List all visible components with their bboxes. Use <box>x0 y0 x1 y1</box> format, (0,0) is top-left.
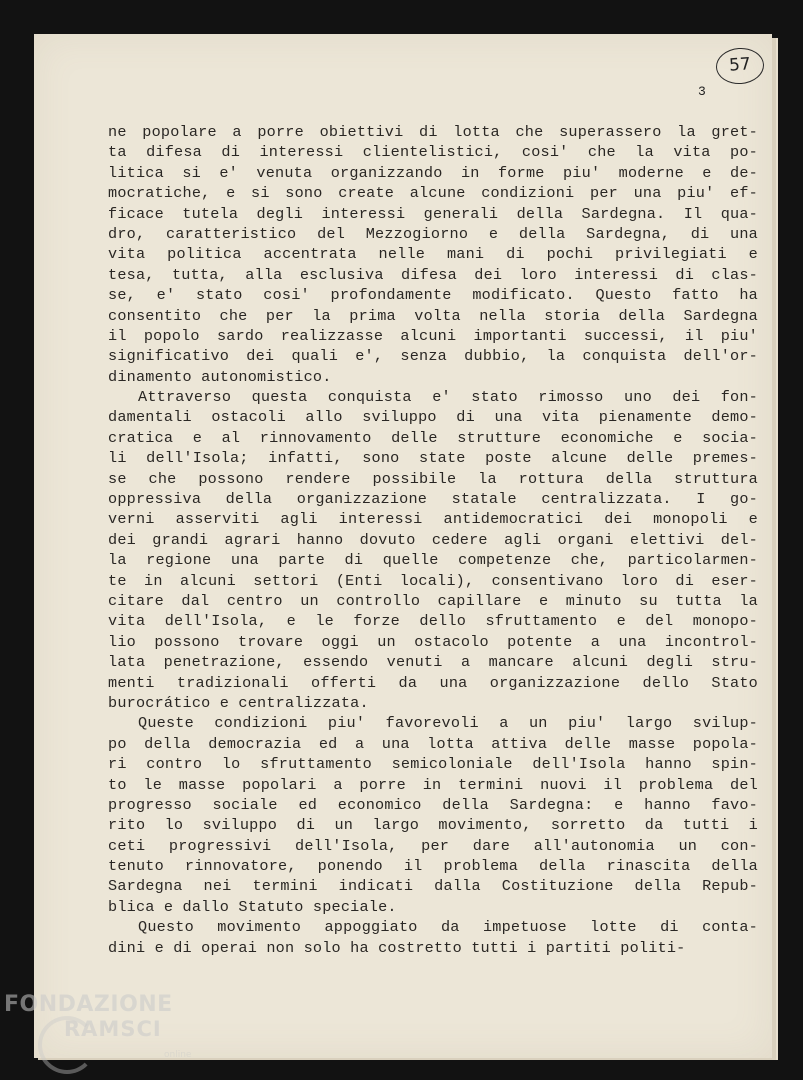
watermark-suffix: online <box>164 1050 192 1060</box>
watermark-line2: RAMSCI <box>64 1017 162 1041</box>
text-line: ceti progressivi dell'Isola, per dare all'autonomia un con- <box>108 836 758 855</box>
text-line: Sardegna nei termini indicati dalla Costituzione della Repub- <box>108 877 758 896</box>
text-line: po della democrazia ed a una lotta attiva delle masse popola- <box>108 734 758 753</box>
paragraph <box>108 713 758 917</box>
text-line: burocrático e centralizzata. <box>108 693 369 712</box>
text-line: dei grandi agrari hanno dovuto cedere agli organi elettivi del- <box>108 530 758 549</box>
text-line: citare dal centro un controllo capillare e minuto su tutta la <box>108 591 758 610</box>
text-line: verni asserviti agli interessi antidemocratici dei monopoli e <box>108 510 758 529</box>
text-line: il popolo sardo realizzasse alcuni importanti successi, il piu' <box>108 326 758 345</box>
text-line: se, e' stato cosi' profondamente modificato. Questo fatto ha <box>108 286 758 305</box>
text-line: dinamento autonomistico. <box>108 367 332 386</box>
watermark-line1: FONDAZIONE <box>4 992 173 1017</box>
text-line: consentito che per la prima volta nella storia della Sardegna <box>108 306 758 325</box>
text-line: vita politica accentrata nelle mani di pochi privilegiati e <box>108 245 758 264</box>
text-line: la regione una parte di quelle competenze che, particolarmen- <box>108 551 758 570</box>
text-line: li dell'Isola; infatti, sono state poste alcune delle premes- <box>108 449 758 468</box>
text-line: lata penetrazione, essendo venuti a mancare alcuni degli stru- <box>108 653 758 672</box>
text-line: ta difesa di interessi clientelistici, cosi' che la vita po- <box>108 143 758 162</box>
text-line: litica si e' venuta organizzando in forme piu' moderne e de- <box>108 163 758 182</box>
text-line: ri contro lo sfruttamento semicoloniale dell'Isola hanno spin- <box>108 755 758 774</box>
paragraph <box>108 917 758 958</box>
text-line: ne popolare a porre obiettivi di lotta che superassero la gret- <box>108 123 758 141</box>
text-line: significativo dei quali e', senza dubbio, la conquista dell'or- <box>108 347 758 366</box>
text-line: damentali ostacoli allo sviluppo di una vita pienamente demo- <box>108 408 758 427</box>
text-line: blica e dallo Statuto speciale. <box>108 897 397 916</box>
document-page <box>34 34 772 1058</box>
paragraph <box>108 122 758 387</box>
text-line: Questo movimento appoggiato da impetuose lotte di conta- <box>138 918 758 937</box>
text-line: oppressiva della organizzazione statale centralizzata. I go- <box>108 490 758 509</box>
text-line: menti tradizionali offerti da una organizzazione dello Stato <box>108 673 758 692</box>
fondazione-gramsci-watermark <box>4 992 204 1072</box>
text-line: vita dell'Isola, e le forze dello sfruttamento e del monopo- <box>108 612 758 631</box>
text-line: dro, caratteristico del Mezzogiorno e della Sardegna, di una <box>108 224 758 243</box>
text-line: se che possono rendere possibile la rottura della struttura <box>108 469 758 488</box>
text-line: cratica e al rinnovamento delle strutture economiche e socia- <box>108 428 758 447</box>
text-line: Queste condizioni piu' favorevoli a un piu' largo svilup- <box>138 714 758 733</box>
text-line: Attraverso questa conquista e' stato rimosso uno dei fon- <box>138 388 758 407</box>
watermark-logo-icon <box>38 1016 96 1074</box>
text-line: mocratiche, e si sono create alcune condizioni per una piu' ef- <box>108 184 758 203</box>
text-line: tesa, tutta, alla esclusiva difesa dei loro interessi di clas- <box>108 265 758 284</box>
text-line: tenuto rinnovatore, ponendo il problema della rinascita della <box>108 857 758 876</box>
folio-number: 57 <box>715 46 765 85</box>
text-line: dini e di operai non solo ha costretto tutti i partiti politi- <box>108 938 686 957</box>
text-line: progresso sociale ed economico della Sardegna: e hanno favo- <box>108 795 758 814</box>
page-number: 3 <box>698 84 706 99</box>
paragraph <box>108 387 758 713</box>
text-line: te in alcuni settori (Enti locali), consentivano loro di eser- <box>108 571 758 590</box>
text-line: lio possono trovare oggi un ostacolo potente a una incontrol- <box>108 632 758 651</box>
text-line: ficace tutela degli interessi generali della Sardegna. Il qua- <box>108 204 758 223</box>
text-line: to le masse popolari a porre in termini nuovi il problema del <box>108 775 758 794</box>
body-text <box>108 122 758 958</box>
text-line: rito lo sviluppo di un largo movimento, sorretto da tutti i <box>108 816 758 835</box>
